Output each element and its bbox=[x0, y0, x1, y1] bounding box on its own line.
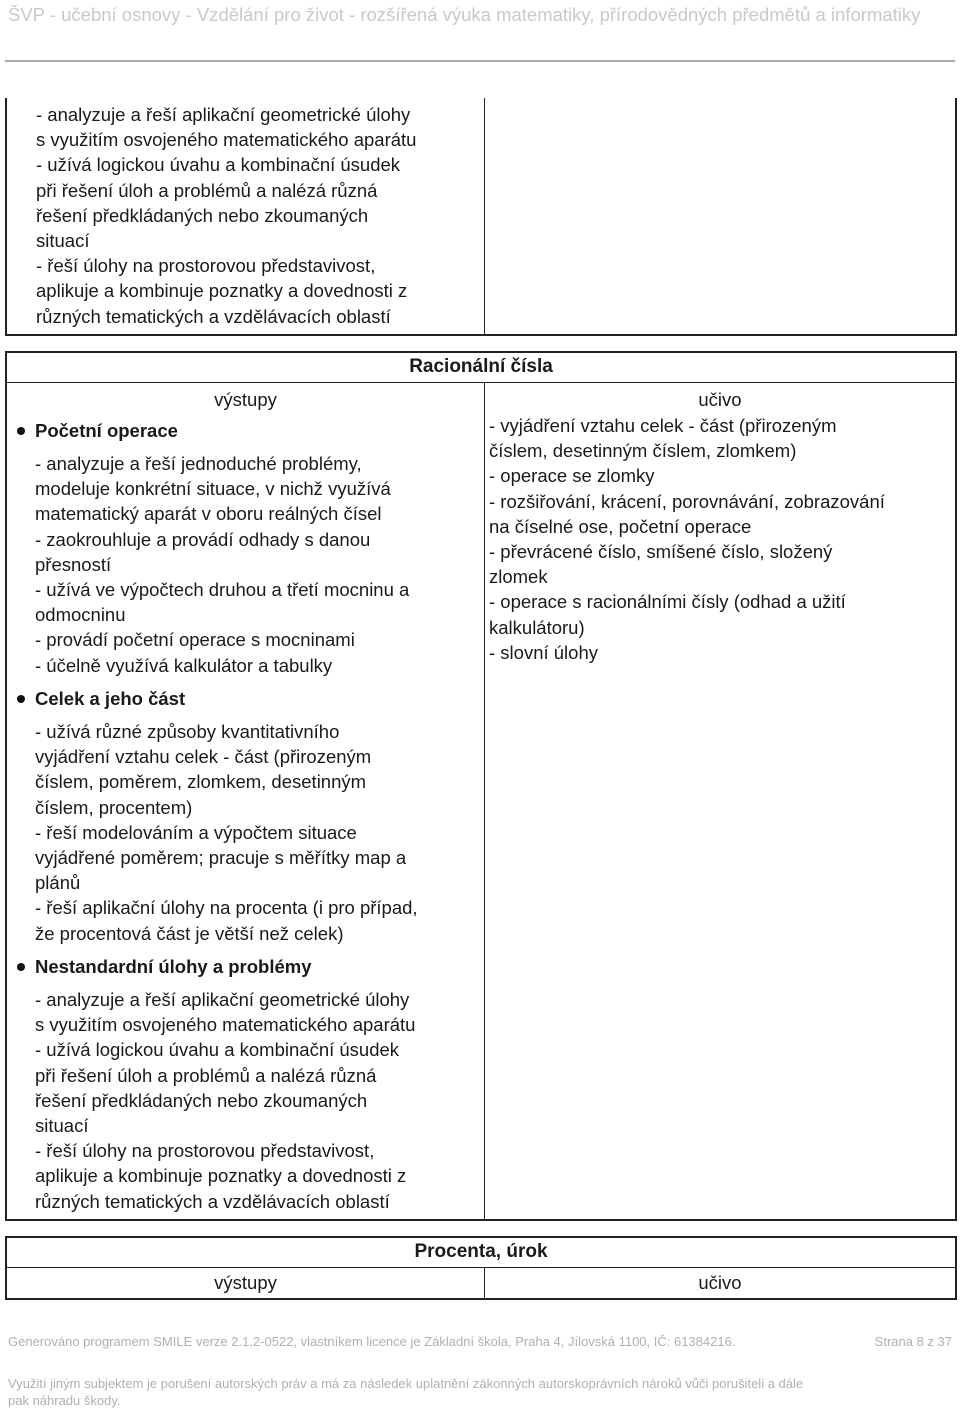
section-title: Procenta, úrok bbox=[414, 1241, 548, 1262]
text-line: odmocninu bbox=[35, 604, 126, 626]
ucivo-content bbox=[489, 413, 951, 665]
text-line: s využitím osvojeného matematického aparátu bbox=[36, 129, 417, 151]
section-title: Racionální čísla bbox=[409, 356, 553, 377]
column-header-vystupy: výstupy bbox=[214, 389, 277, 410]
column-header-vystupy: výstupy bbox=[214, 1272, 277, 1293]
text-line: řešení předkládaných nebo zkoumaných bbox=[36, 204, 369, 226]
topic-title-text: Celek a jeho část bbox=[35, 688, 186, 709]
topic-title bbox=[7, 419, 477, 443]
continuation-text bbox=[36, 102, 480, 329]
table-section-header bbox=[7, 1238, 955, 1268]
bullet-icon bbox=[17, 427, 25, 435]
table-section-header bbox=[7, 353, 955, 383]
header-divider bbox=[5, 60, 955, 62]
bullet-icon bbox=[17, 963, 25, 971]
page-header-title: ŠVP - učební osnovy - Vzdělání pro život - rozšířená výuka matematiky, přírodovědných předmětů a informatiky bbox=[8, 4, 921, 25]
text-line: - řeší modelováním a výpočtem situace bbox=[35, 821, 357, 843]
text-line: - řeší úlohy na prostorovou představivost, bbox=[35, 1140, 375, 1162]
text-line: - vyjádření vztahu celek - část (přirozeným bbox=[489, 415, 837, 436]
text-line: modeluje konkrétní situace, v nichž využívá bbox=[35, 478, 391, 500]
text-line: číslem, poměrem, zlomkem, desetinným bbox=[35, 771, 367, 793]
column-divider bbox=[484, 1268, 485, 1298]
topic-body bbox=[7, 987, 477, 1214]
text-line: aplikuje a kombinuje poznatky a dovednosti z bbox=[35, 1165, 407, 1187]
text-line: - analyzuje a řeší aplikační geometrické úlohy bbox=[35, 989, 410, 1010]
topic-title bbox=[7, 687, 477, 711]
topic-body bbox=[7, 719, 477, 946]
text-line: aplikuje a kombinuje poznatky a dovednosti z bbox=[36, 280, 408, 302]
column-divider bbox=[484, 383, 485, 1219]
text-line: plánů bbox=[35, 872, 81, 894]
text-line: - užívá různé způsoby kvantitativního bbox=[35, 721, 340, 742]
text-line: - užívá logickou úvahu a kombinační úsudek bbox=[35, 1039, 400, 1061]
text-line: vyjádření vztahu celek - část (přirozeným bbox=[35, 746, 372, 768]
text-line: - užívá ve výpočtech druhou a třetí mocninu a bbox=[35, 579, 410, 601]
text-line: matematický aparát v oboru reálných čísel bbox=[35, 503, 382, 525]
text-line: řešení předkládaných nebo zkoumaných bbox=[35, 1089, 368, 1111]
text-line: vyjádřené poměrem; pracuje s měřítky map a bbox=[35, 847, 407, 869]
text-line: - analyzuje a řeší aplikační geometrické úlohy bbox=[36, 104, 411, 125]
footer-copyright-notice: Využití jiným subjektem je porušení autorských práv a má za následek uplatnění zákonných autorskoprávních nároků vůči porušiteli a dále pak náhradu škody. bbox=[8, 1376, 804, 1408]
procenta-urok-table bbox=[5, 1236, 957, 1300]
text-line: - operace se zlomky bbox=[489, 465, 655, 487]
topic-title-text: Početní operace bbox=[35, 420, 178, 441]
text-line: - operace s racionálními čísly (odhad a užití bbox=[489, 591, 846, 613]
topic-body bbox=[7, 451, 477, 678]
page-header bbox=[8, 2, 952, 27]
column-divider bbox=[484, 98, 485, 334]
column-header-ucivo: učivo bbox=[698, 389, 742, 410]
text-line: různých tematických a vzdělávacích oblastí bbox=[35, 1190, 390, 1212]
bullet-icon bbox=[17, 695, 25, 703]
text-line: různých tematických a vzdělávacích oblastí bbox=[36, 305, 391, 327]
text-line: s využitím osvojeného matematického aparátu bbox=[35, 1014, 416, 1036]
continuation-table bbox=[5, 98, 957, 336]
text-line: - řeší aplikační úlohy na procenta (i pro případ, bbox=[35, 897, 418, 919]
footer-page-number: Strana 8 z 37 bbox=[874, 1334, 952, 1349]
text-line: - rozšiřování, krácení, porovnávání, zobrazování bbox=[489, 490, 885, 512]
text-line: že procentová část je větší než celek) bbox=[35, 922, 344, 944]
text-line: zlomek bbox=[489, 566, 548, 588]
topic-title bbox=[7, 955, 477, 979]
text-line: - provádí početní operace s mocninami bbox=[35, 629, 355, 651]
topic-pocetni-operace bbox=[7, 419, 477, 678]
topic-nestandardni-ulohy bbox=[7, 955, 477, 1214]
text-line: na číselné ose, početní operace bbox=[489, 515, 752, 537]
text-line: číslem, desetinným číslem, zlomkem) bbox=[489, 440, 797, 462]
text-line: situací bbox=[35, 1115, 89, 1137]
text-line: - převrácené číslo, smíšené číslo, složený bbox=[489, 541, 833, 563]
text-line: číslem, procentem) bbox=[35, 796, 193, 818]
text-line: při řešení úloh a problémů a nalézá různá bbox=[35, 1064, 377, 1086]
topic-title-text: Nestandardní úlohy a problémy bbox=[35, 956, 312, 977]
text-line: kalkulátoru) bbox=[489, 616, 585, 638]
footer-generated-text: Generováno programem SMILE verze 2.1.2-0522, vlastníkem licence je Základní škola, Praha 4, Jílovská 1100, IČ: 61384216. bbox=[8, 1334, 736, 1349]
text-line: - řeší úlohy na prostorovou představivost, bbox=[36, 255, 376, 277]
text-line: při řešení úloh a problémů a nalézá různá bbox=[36, 179, 378, 201]
text-line: přesností bbox=[35, 553, 112, 575]
text-line: situací bbox=[36, 230, 90, 252]
racionalni-cisla-table bbox=[5, 351, 957, 1221]
text-line: - účelně využívá kalkulátor a tabulky bbox=[35, 654, 333, 676]
text-line: - slovní úlohy bbox=[489, 641, 598, 663]
text-line: - analyzuje a řeší jednoduché problémy, bbox=[35, 453, 362, 474]
text-line: - zaokrouhluje a provádí odhady s danou bbox=[35, 528, 371, 550]
text-line: - užívá logickou úvahu a kombinační úsudek bbox=[36, 154, 401, 176]
column-header-ucivo: učivo bbox=[698, 1272, 742, 1293]
topic-celek-a-jeho-cast bbox=[7, 687, 477, 946]
